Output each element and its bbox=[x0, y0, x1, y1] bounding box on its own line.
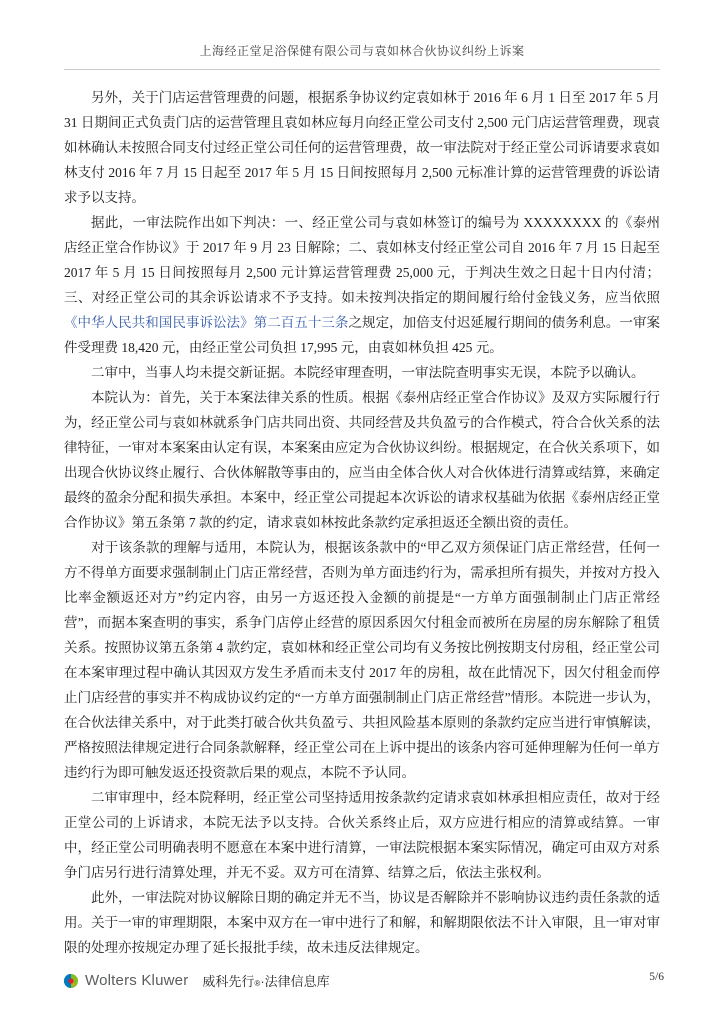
paragraph-text: 另外，关于门店运营管理费的问题，根据系争协议约定袁如林于 2016 年 6 月 1 日至 2017 年 5 月 31 日期间正式负责门店的运营管理且袁如林应每月向经正堂公司支付 2,500 元门店运营管理费，现袁如林确认未按照合同支付过经正堂公司任何的运营管理费，故一审法院对于经正堂公司诉请要求袁如林支付 2016 年 7 月 15 日起至 2017 年 5 月 15 日间按照每月 2,500 元标准计算的运营管理费的诉讼请求予以支持。 bbox=[64, 90, 660, 205]
wolters-kluwer-wordmark: Wolters Kluwer bbox=[85, 972, 189, 989]
wolters-kluwer-logo-icon bbox=[64, 974, 78, 988]
registered-trademark-symbol: ® bbox=[254, 979, 261, 988]
product-suffix-text: 法律信息库 bbox=[264, 974, 330, 989]
paragraph-second-instance-evidence bbox=[64, 360, 660, 385]
document-body bbox=[0, 70, 724, 960]
paragraph-text: 本院认为：首先，关于本案法律关系的性质。根据《泰州店经正堂合作协议》及双方实际履行行为，经正堂公司与袁如林就系争门店共同出资、共同经营及共负盈亏的合作模式，符合合伙关系的法律特征，一审对本案案由认定有误，本案案由应定为合伙协议纠纷。根据规定，在合伙关系项下，如出现合伙协议终止履行、合伙体解散等事由的，应当由全体合伙人对合伙体进行清算或结算，来确定最终的盈余分配和损失承担。本案中，经正堂公司提起本次诉讼的请求权基础为依据《泰州店经正堂合作协议》第五条第 7 款的约定，请求袁如林按此条款约定承担返还全额出资的责任。 bbox=[64, 390, 660, 530]
paragraph-text: 之规定，加倍支付迟延履行期间的债务利息。一审案件受理费 18,420 元，由经正堂公司负担 17,995 元，由袁如林负担 425 元。 bbox=[64, 315, 661, 355]
product-name-text: 威科先行 bbox=[202, 974, 255, 989]
page-footer bbox=[64, 971, 664, 990]
paragraph-text: 二审中，当事人均未提交新证据。本院经审理查明，一审法院查明事实无误，本院予以确认。 bbox=[91, 365, 645, 380]
paragraph-first-instance-judgment bbox=[64, 210, 660, 360]
document-header bbox=[0, 0, 724, 70]
page-title: 上海经正堂足浴保健有限公司与袁如林合伙协议纠纷上诉案 bbox=[199, 44, 525, 58]
paragraph-second-instance-ruling bbox=[64, 785, 660, 885]
paragraph-operating-fee bbox=[64, 85, 660, 210]
product-separator: · bbox=[260, 974, 265, 989]
paragraph-text: 对于该条款的理解与适用，本院认为，根据该条款中的“甲乙双方须保证门店正常经营，任何一方不得单方面要求强制制止门店正常经营，否则为单方面违约行为，需承担所有损失，并按对方投入比率金额返还对方”约定内容，由另一方返还投入金额的前提是“一方单方面强制制止门店正常经营”，而据本案查明的事实，系争门店停止经营的原因系因欠付租金而被所在房屋的房东解除了租赁关系。按照协议第五条第 4 款约定，袁如林和经正堂公司均有义务按比例按期支付房租，经正堂公司在本案审理过程中确认其因双方发生矛盾而未支付 2017 年的房租，故在此情况下，因欠付租金而停止门店经营的事实并不构成协议约定的“一方单方面强制制止门店正常经营”情形。本院进一步认为，在合伙法律关系中，对于此类打破合伙共负盈亏、共担风险基本原则的条款约定应当进行审慎解读，严格按照法律规定进行合同条款解释，经正堂公司在上诉中提出的该条内容可延伸理解为任何一单方违约行为即可触发返还投资款后果的观点，本院不予认同。 bbox=[64, 540, 660, 780]
paragraph-court-opinion-nature bbox=[64, 385, 660, 535]
paragraph-text: 此外，一审法院对协议解除日期的确定并无不当，协议是否解除并不影响协议违约责任条款的适用。关于一审的审理期限，本案中双方在一审中进行了和解，和解期限依法不计入审限，且一审对审限的处理亦按规定办理了延长报批手续，故未违反法律规定。 bbox=[64, 890, 660, 955]
page-number: 5/6 bbox=[649, 971, 664, 983]
statute-link-civil-procedure-law[interactable]: 《中华人民共和国民事诉讼法》第二百五十三条 bbox=[64, 315, 349, 330]
paragraph-text: 据此，一审法院作出如下判决：一、经正堂公司与袁如林签订的编号为 XXXXXXXX 的《泰州店经正堂合作协议》于 2017 年 9 月 23 日解除；二、袁如林支付经正堂公司自 2016 年 7 月 15 日起至 2017 年 5 月 15 日间按照每月 2,500 元计算运营管理费 25,000 元，于判决生效之日起十日内付清；三、对经正堂公司的其余诉讼请求不予支持。如未按判决指定的期间履行给付金钱义务，应当依照 bbox=[64, 215, 660, 305]
paragraph-text: 二审审理中，经本院释明，经正堂公司坚持适用按条款约定请求袁如林承担相应责任，故对于经正堂公司的上诉请求，本院无法予以支持。合伙关系终止后，双方应进行相应的清算或结算。一审中，经正堂公司明确表明不愿意在本案中进行清算，一审法院根据本案实际情况，确定可由双方对系争门店另行进行清算处理，并无不妥。双方可在清算、结算之后，依法主张权利。 bbox=[64, 790, 660, 880]
product-name bbox=[202, 971, 329, 990]
paragraph-additional-findings bbox=[64, 885, 660, 960]
paragraph-clause-interpretation bbox=[64, 535, 660, 785]
